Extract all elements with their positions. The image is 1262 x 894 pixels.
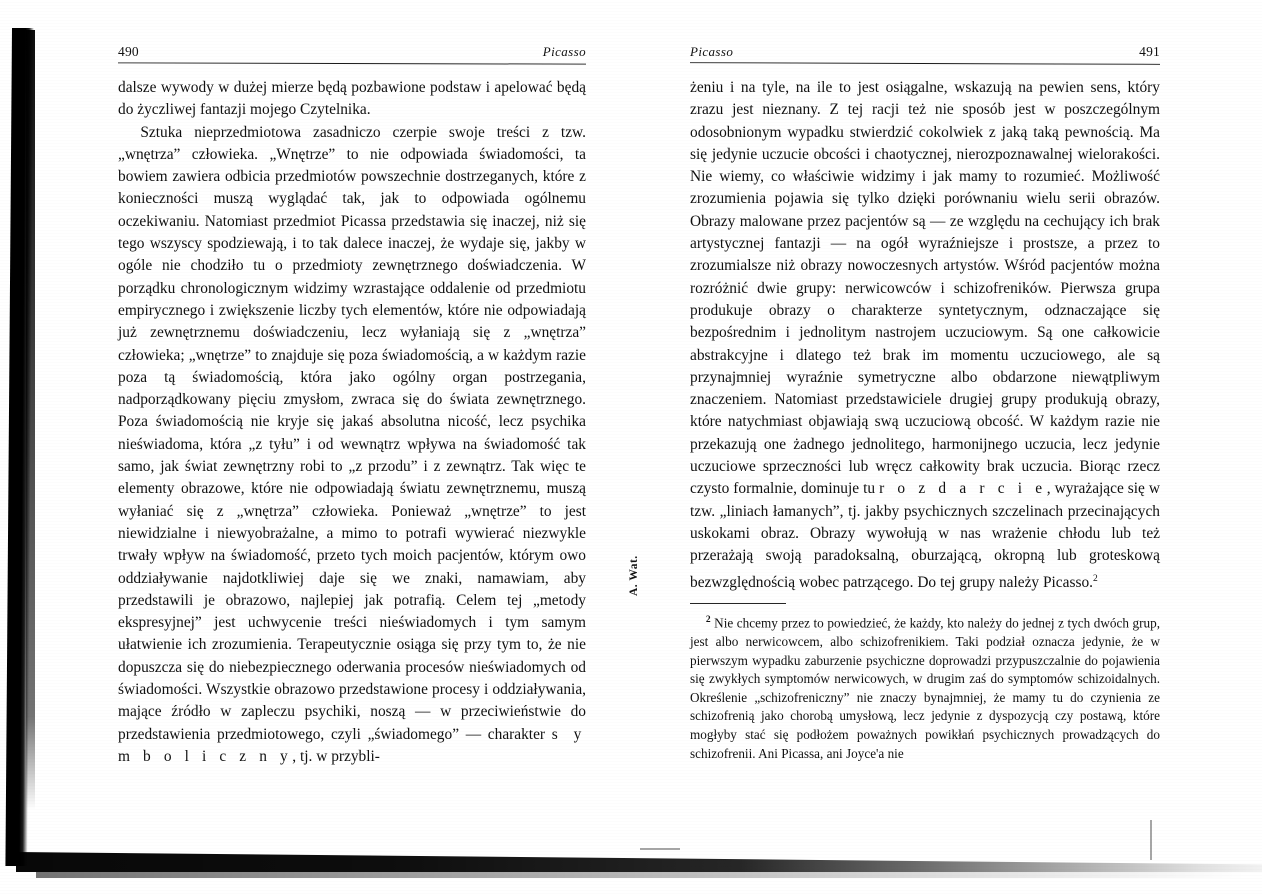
gutter-signature: A. Wat. <box>628 555 640 596</box>
paragraph <box>690 77 1160 594</box>
left-running-title: Picasso <box>542 44 586 59</box>
paragraph-tail: , wyrażające się w tzw. „liniach łamanych”, tj. jakby psychicznych szczelinach przecinających uskokami obraz. Obrazy wywołują w nas wrażenie chłodu lub też przerażają swoją paradoksalną, oburzającą, okropną lub groteskową bezwzględnością wobec patrzącego. Do tej grupy należy Picasso. <box>690 480 1160 591</box>
footnote-marker: 2 <box>705 614 711 625</box>
left-header-rule <box>118 62 586 64</box>
scan-edge-left-inner <box>26 30 35 810</box>
footnote-separator-rule <box>690 603 786 604</box>
footnote-reference: 2 <box>1093 573 1098 584</box>
footnote-body: Nie chcemy przez to powiedzieć, że każdy, kto należy do jednej z tych dwóch grup, jest albo nerwicowcem, albo schizofrenikiem. Taki podział oznacza jedynie, że w pierwszym wypadku zaburzenie psychiczne doprowadzi przypuszczalnie do pojawienia się zwykłych symptomów nerwicowych, w drugim zaś do symptomów schizoidalnych. Określenie „schizofreniczny” nie znaczy bynajmniej, że mamy tu do czynienia ze schizofrenią jako chorobą umysłową, lecz jedynie z dyspozycją czy postawą, które mogłyby stać się podłożem poważnych powikłań psychicznych prowadzących do schizofrenii. Ani Picassa, ani Joyce'a nie <box>690 615 1161 761</box>
scan-edge-bottom-thin <box>36 872 1246 878</box>
paragraph-tail: , tj. w przybli- <box>292 747 380 765</box>
footnote-text <box>690 611 1160 763</box>
spaced-emphasis: s y m b o l i c z n y <box>118 725 586 765</box>
right-running-title: Picasso <box>690 44 734 59</box>
left-page <box>118 44 586 768</box>
right-body-text <box>690 77 1160 594</box>
scan-edge-bottom <box>16 852 1262 872</box>
right-page <box>690 44 1160 763</box>
spaced-emphasis: r o z d a r c i e <box>879 480 1047 498</box>
paragraph: dalsze wywody w dużej mierze będą pozbawione podstaw i apelować będą do życzliwej fantazji mojego Czytelnika. <box>118 79 586 119</box>
left-body-text <box>118 77 586 768</box>
paragraph-run: żeniu i na tyle, na ile to jest osiągalne, wskazują na pewien sens, który zrazu jest nieznany. Z tej racji też nie sposób jest w poszczególnym odosobnionym wypadku stwierdzić cokolwiek z jaką taką pewnością. Ma się jedynie uczucie obcości i chaotycznej, nierozpoznawalnej wielorakości. Nie wiemy, co właściwie widzimy i jak mamy to rozumieć. Możliwość zrozumienia pojawia się tylko dzięki porównaniu wielu serii obrazów. Obrazy malowane przez pacjentów są — ze względu na cechujący ich brak artystycznej fantazji — na ogół wyraźniejsze i prostsze, a przez to zrozumialsze niż obrazy nowoczesnych artystów. Wśród pacjentów można rozróżnić dwie grupy: nerwicowców i schizofreników. Pierwsza grupa produkuje obrazy o charakterze syntetycznym, odznaczające się bezpośrednim i jednolitym nastrojem uczuciowym. Są one całkowicie abstrakcyjne i dlatego też brak im momentu uczuciowego, ale są przynajmniej wyraźnie symetryczne albo obdarzone niewątpliwym znaczeniem. Natomiast przedstawiciele drugiej grupy produkują obrazy, które natychmiast objawiają swą uczuciową obcość. W każdym razie nie przekazują one żadnego jednolitego, harmonijnego uczucia, lecz jedynie uczuciowe sprzeczności lub wręcz całkowity brak uczucia. Biorąc rzecz czysto formalnie, dominuje tu <box>690 79 1160 498</box>
right-running-head <box>690 44 1160 63</box>
right-folio: 491 <box>1139 44 1160 59</box>
footnote-block <box>690 611 1160 763</box>
paragraph <box>118 122 586 769</box>
left-folio: 490 <box>118 44 139 59</box>
left-running-head <box>118 44 586 63</box>
scan-speck <box>1150 820 1152 860</box>
scan-speck <box>640 848 680 850</box>
paragraph-run: Sztuka nieprzedmiotowa zasadniczo czerpie swoje treści z tzw. „wnętrza” człowieka. „Wnętrze” to nie odpowiada świadomości, ta bowiem zawiera odbicia przedmiotów powszechnie dostrzeganych, które z konieczności muszą wyglądać tak, jak to odpowiada ogólnemu oczekiwaniu. Natomiast przedmiot Picassa przedstawia się inaczej, niż się tego wszyscy spodziewają, i to tak dalece inaczej, że wydaje się, jakby w ogóle nie chodziło tu o przedmioty zewnętrznego doświadczenia. W porządku chronologicznym widzimy wzrastające oddalenie od przedmiotu empirycznego i zwiększenie liczby tych elementów, które nie odpowiadają już zewnętrznemu doświadczeniu, lecz wyłaniają się z „wnętrza” człowieka; „wnętrze” to znajduje się poza świadomością, a w każdym razie poza tą świadomością, która jako ogólny organ postrzegania, nadporządkowany pięciu zmysłom, zwraca się do świata zewnętrznego. Poza świadomością nie kryje się jakaś absolutna nicość, lecz psychika nieświadoma, która „z tyłu” i od wewnątrz wpływa na świadomość tak samo, jak świat zewnętrzny robi to „z przodu” i z zewnątrz. Tak więc te elementy obrazowe, które nie odpowiadają światu zewnętrznemu, muszą wyłaniać się z „wnętrza” człowieka. Ponieważ „wnętrze” to jest niewidzialne i niewyobrażalne, a mimo to potrafi wywierać niezwykle trwały wpływ na świadomość, przeto tych moich pacjentów, którym owo oddziaływanie najdotkliwiej daje się we znaki, namawiam, aby przedstawili je obrazowo, najlepiej jak potrafią. Celem tej „metody ekspresyjnej” jest uchwycenie treści nieświadomych i tym samym ułatwienie ich zrozumienia. Terapeutycznie osiąga się przy tym to, że nie dopuszcza się do niebezpiecznego oderwania procesów nieświadomych od świadomości. Wszystkie obrazowo przedstawione procesy i oddziaływania, mające źródło w zapleczu psychiki, noszą — w przeciwieństwie do przedstawienia przedmiotowego, czyli „świadomego” — charakter <box>118 123 586 743</box>
